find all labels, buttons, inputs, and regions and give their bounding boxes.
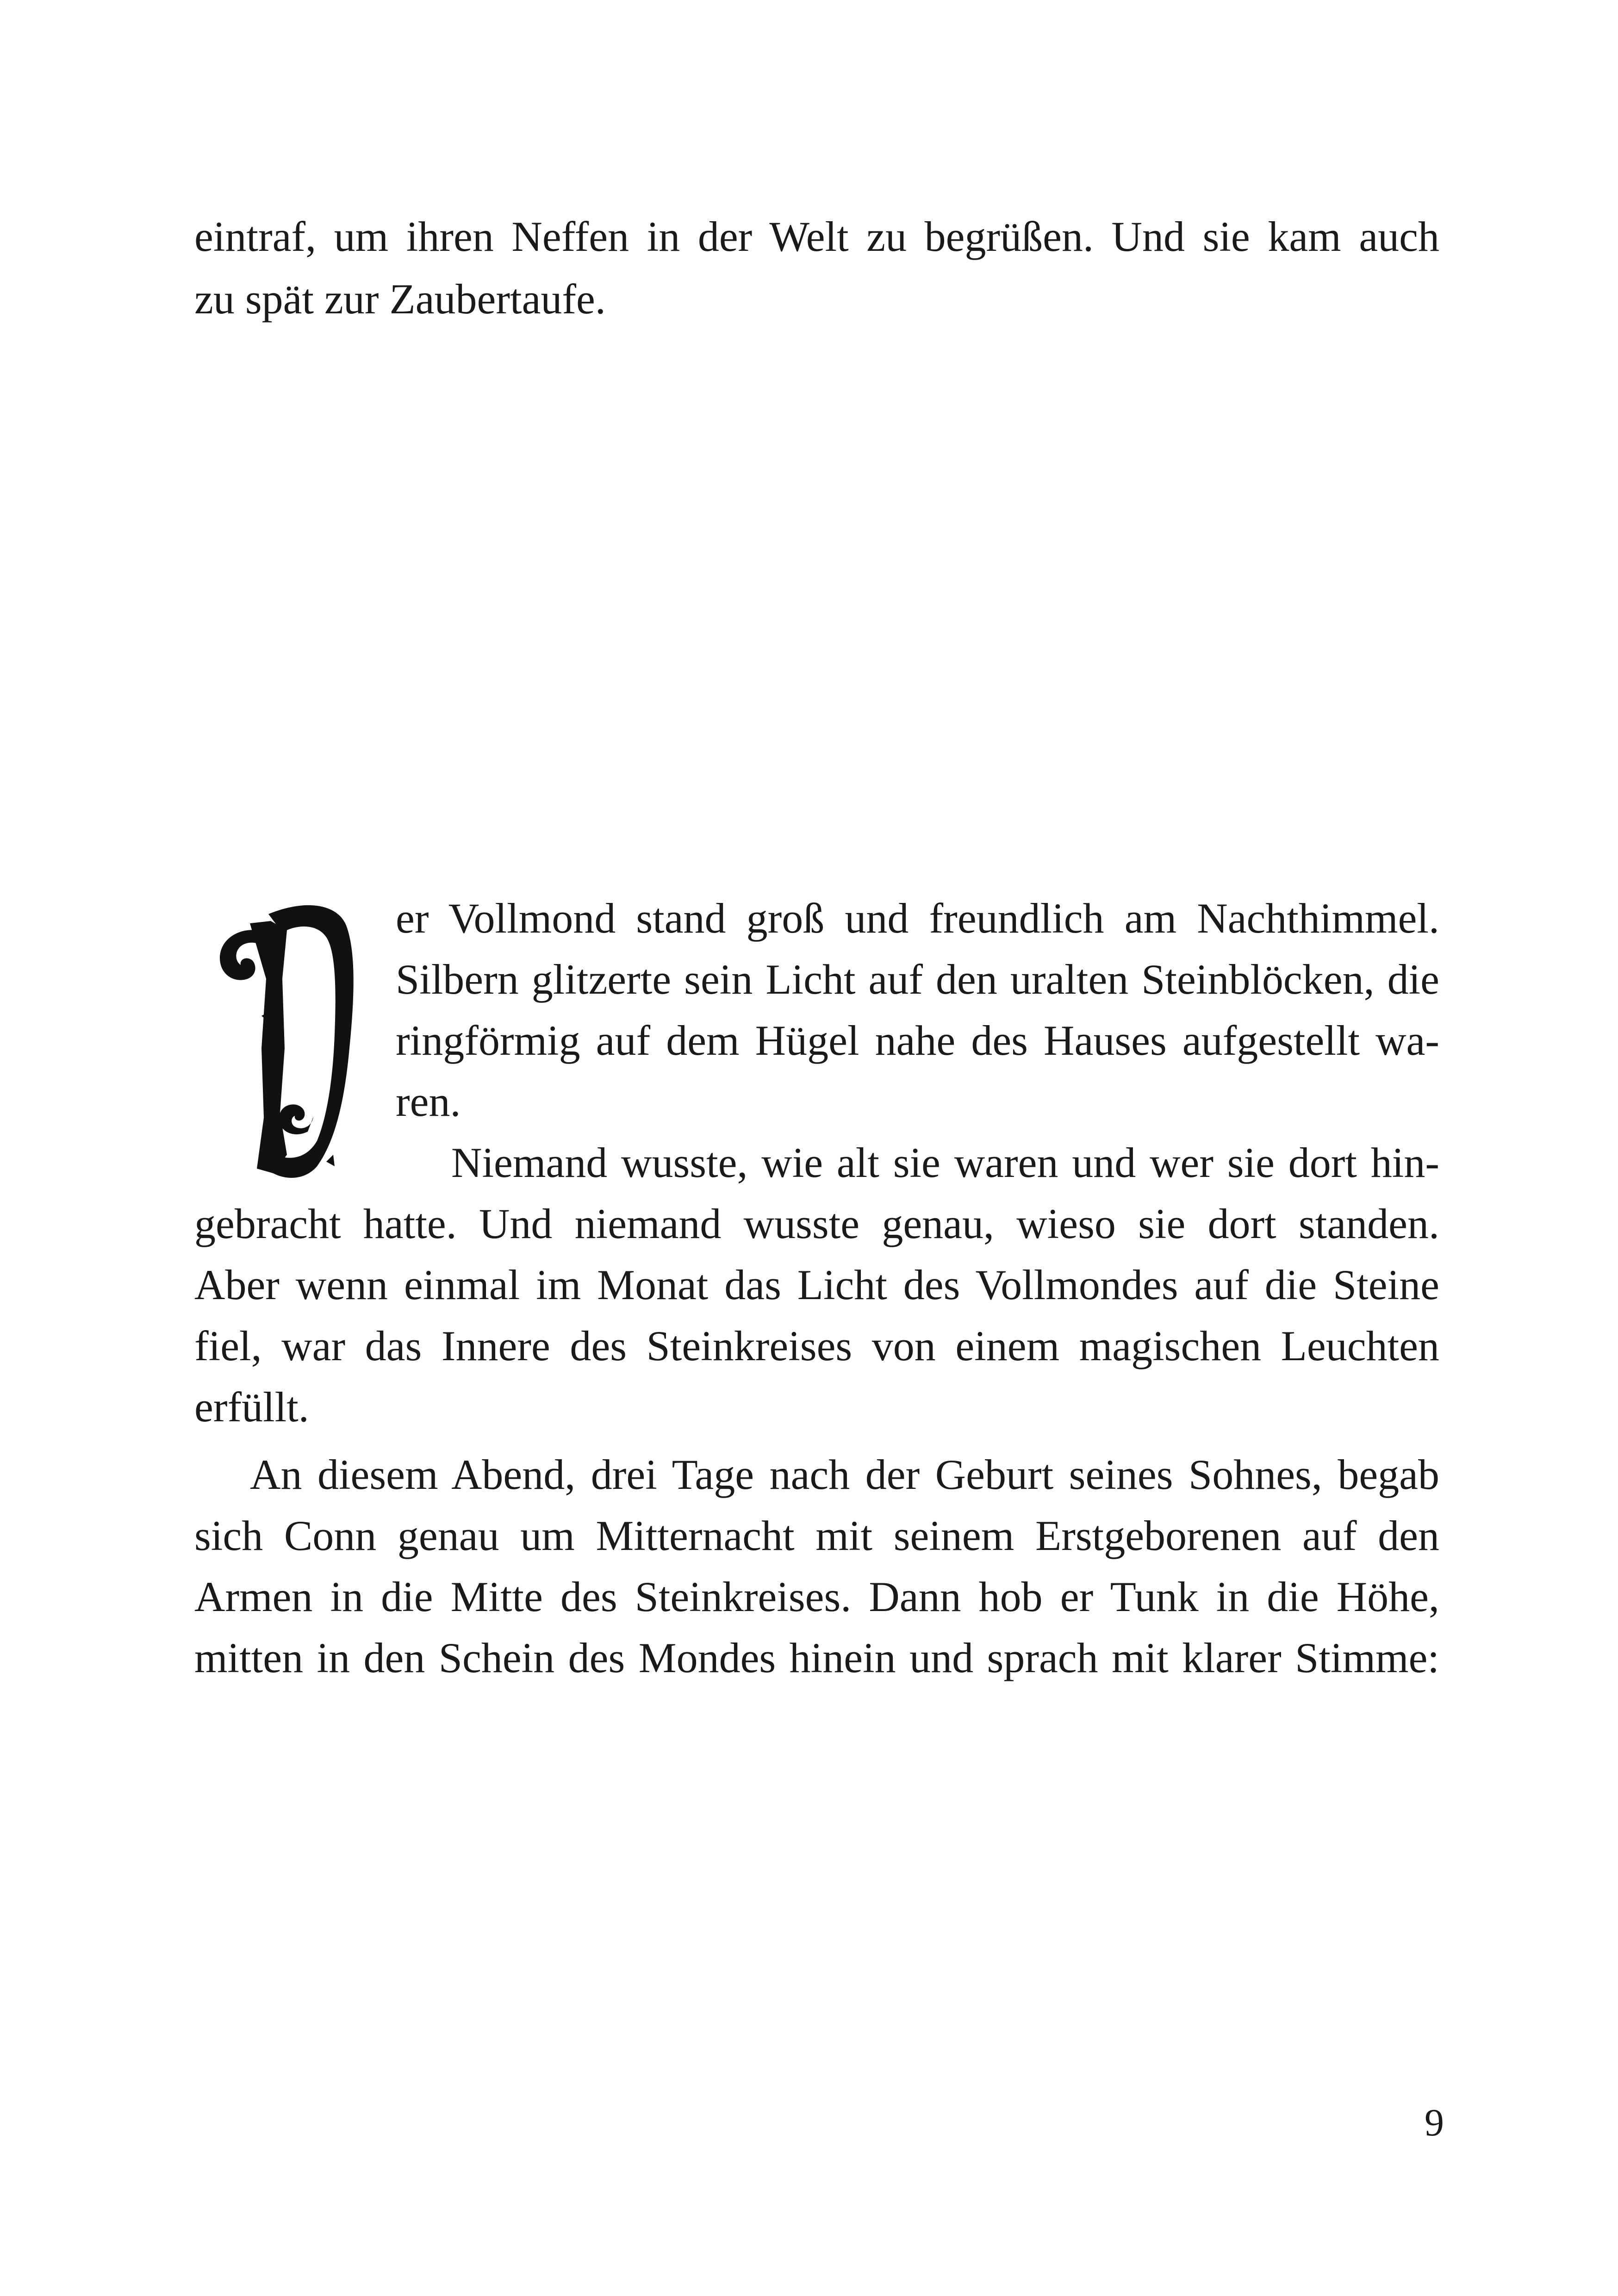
dropcap-letter-d	[187, 896, 382, 1182]
text-line: erfüllt.	[194, 1383, 309, 1431]
text-line: An diesem Abend, drei Tage nach der Geburt seines Sohnes, begab	[250, 1451, 1439, 1498]
text-line: mitten in den Schein des Mondes hinein und sprach mit klarer Stimme:	[194, 1634, 1439, 1681]
text-line: gebracht hatte. Und niemand wusste genau, wieso sie dort standen.	[194, 1200, 1439, 1247]
text-line: Armen in die Mitte des Steinkreises. Dann hob er Tunk in die Höhe,	[194, 1573, 1439, 1620]
text-line: ren.	[396, 1078, 461, 1125]
text-line: eintraf, um ihren Neffen in der Welt zu begrüßen. Und sie kam auch	[194, 213, 1439, 260]
text-line: Silbern glitzerte sein Licht auf den uralten Steinblöcken, die	[396, 956, 1439, 1003]
text-line: Aber wenn einmal im Monat das Licht des Vollmondes auf die Steine	[194, 1261, 1439, 1308]
text-line: zu spät zur Zaubertaufe.	[194, 275, 606, 323]
text-line: er Vollmond stand groß und freundlich am Nachthimmel.	[396, 895, 1439, 942]
text-line: sich Conn genau um Mitternacht mit seinem Erstgeborenen auf den	[194, 1512, 1439, 1559]
text-line: Niemand wusste, wie alt sie waren und wer sie dort hin-	[451, 1139, 1439, 1186]
text-line: ringförmig auf dem Hügel nahe des Hauses aufgestellt wa-	[396, 1017, 1439, 1064]
text-line: fiel, war das Innere des Steinkreises von einem magischen Leuchten	[194, 1322, 1439, 1369]
page-number: 9	[1425, 2101, 1444, 2144]
